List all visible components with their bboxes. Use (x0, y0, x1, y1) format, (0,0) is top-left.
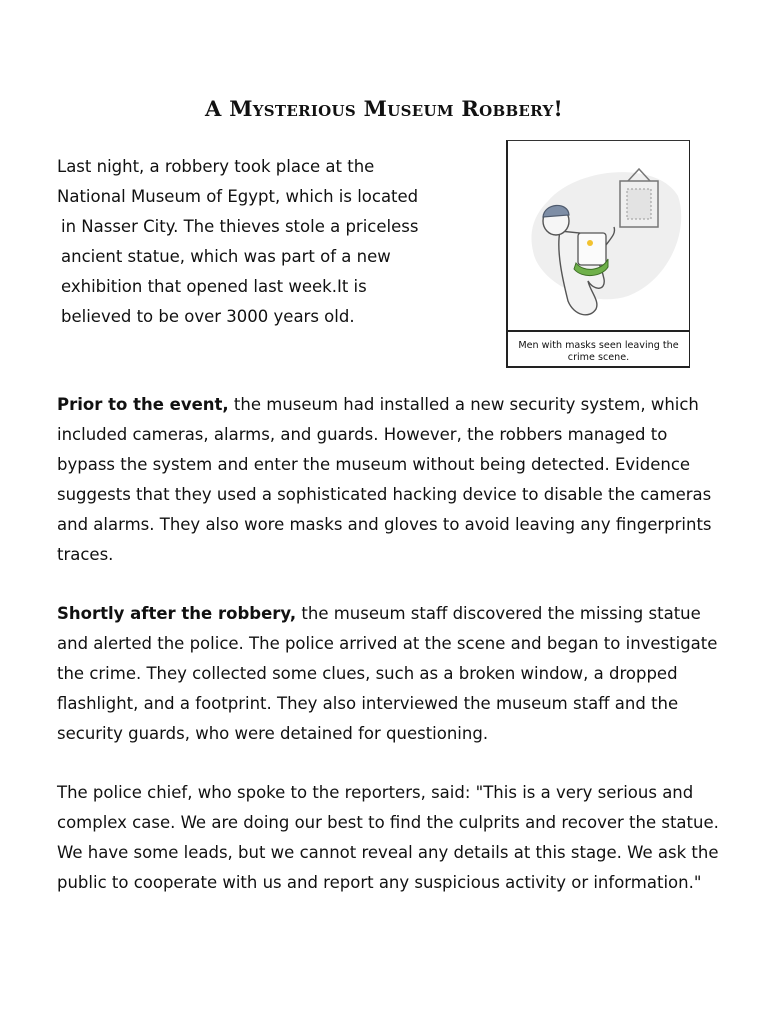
paragraph-lead: Shortly after the robbery, (57, 604, 297, 623)
painting-icon (627, 189, 651, 219)
masked-thief-illustration (508, 141, 690, 330)
intro-line: in Nasser City. The thieves stole a priceless (61, 217, 419, 236)
paragraph-body: the museum had installed a new security system, which included cameras, alarms, and guards. However, the robbers managed to bypass the system and enter the museum without being detected. Evidence suggests that they used a sophisticated hacking device to disable the cameras and alarms. They also wore masks and gloves to avoid leaving any fingerprints traces. (57, 395, 712, 564)
robbery-illustration-figure (506, 140, 690, 368)
gold-emblem (587, 240, 593, 246)
intro-line: Last night, a robbery took place at the (57, 157, 375, 176)
article-title: A Mysterious Museum Robbery! (205, 96, 563, 121)
stolen-bag (578, 233, 606, 265)
paragraph-lead: Prior to the event, (57, 395, 229, 414)
paragraph-investigation (57, 599, 727, 749)
figure-caption: Men with masks seen leaving the crime scene. (508, 330, 689, 367)
intro-paragraph (57, 152, 477, 332)
intro-line: exhibition that opened last week.It is (61, 277, 367, 296)
paragraph-security (57, 390, 727, 570)
intro-line: believed to be over 3000 years old. (61, 307, 355, 326)
paragraph-body: The police chief, who spoke to the reporters, said: "This is a very serious and complex case. We are doing our best to find the culprits and recover the statue. We have some leads, but we cannot reveal any details at this stage. We ask the public to cooperate with us and report any suspicious activity or information." (57, 783, 719, 892)
intro-line: National Museum of Egypt, which is located (57, 187, 419, 206)
paragraph-body: the museum staff discovered the missing statue and alerted the police. The police arrived at the scene and began to investigate the crime. They collected some clues, such as a broken window, a dropped flashlight, and a footprint. They also interviewed the museum staff and the security guards, who were detained for questioning. (57, 604, 718, 743)
intro-line: ancient statue, which was part of a new (61, 247, 391, 266)
paragraph-police-quote (57, 778, 727, 898)
